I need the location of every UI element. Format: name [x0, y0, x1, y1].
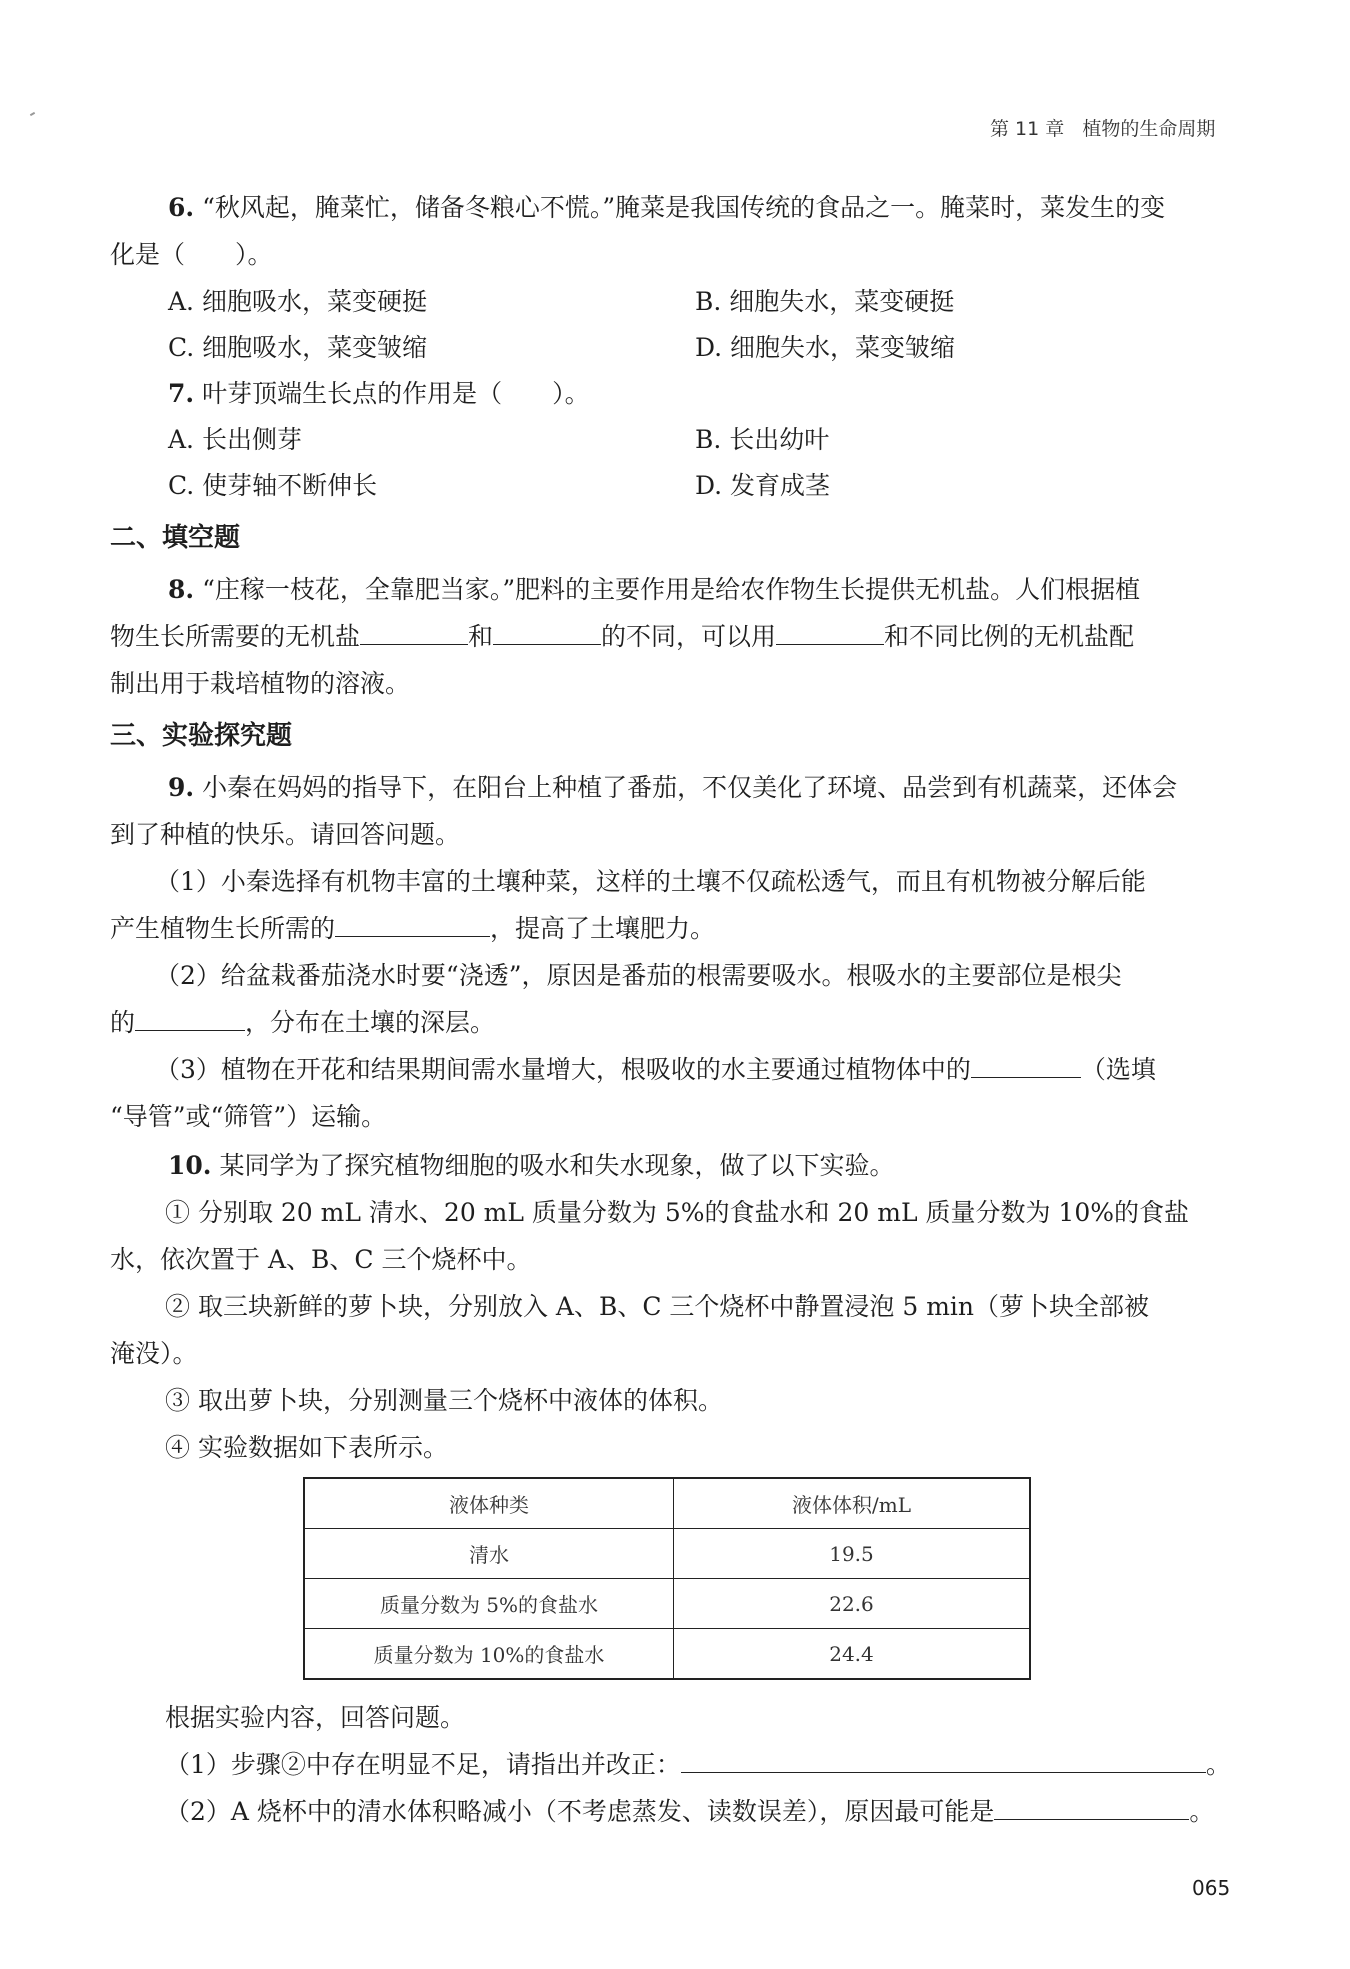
table-cell-volume: 19.5	[674, 1529, 1031, 1579]
q10-answer-2-end: 。	[1189, 1797, 1215, 1826]
table-header-cell: 液体种类	[304, 1478, 674, 1529]
q10-step2-line1: ② 取三块新鲜的萝卜块，分别放入 A、B、C 三个烧杯中静置浸泡 5 min（萝卜块全部被	[165, 1292, 1149, 1321]
q6-stem-line1	[168, 188, 1165, 228]
q9-part1-text: 产生植物生长所需的	[110, 914, 336, 943]
scan-mark	[30, 112, 35, 116]
q9-part3-line2: “导管”或“筛管”）运输。	[110, 1102, 387, 1131]
q9-part1-text-end: ，提高了土壤肥力。	[490, 914, 716, 943]
q10-step2-line2: 淹没）。	[110, 1339, 198, 1368]
q9-part3-text-end: （选填	[1080, 1055, 1156, 1084]
q10-number: 10.	[168, 1151, 212, 1180]
experiment-data-table	[303, 1477, 1031, 1680]
q10-blank-2[interactable]	[994, 1793, 1189, 1820]
q6-option-a: A. 细胞吸水，菜变硬挺	[168, 287, 427, 316]
q9-part2-text: 的	[110, 1008, 136, 1037]
q6-number: 6.	[168, 193, 195, 222]
q9-part1-line2	[110, 909, 715, 949]
q8-blank-2[interactable]	[493, 618, 601, 645]
q8-text-a: 物生长所需要的无机盐	[110, 622, 361, 651]
q10-step3: ③ 取出萝卜块，分别测量三个烧杯中液体的体积。	[165, 1386, 723, 1415]
q7-option-a: A. 长出侧芽	[168, 425, 302, 454]
table-row	[304, 1579, 1030, 1629]
q9-blank-2[interactable]	[135, 1004, 245, 1031]
q9-part3-line1	[155, 1050, 1156, 1090]
q8-stem-line2	[110, 617, 1134, 657]
q10-stem	[168, 1146, 894, 1186]
q8-number: 8.	[168, 575, 195, 604]
q8-stem-line1	[168, 570, 1140, 610]
q7-number: 7.	[168, 379, 195, 408]
q8-text-c: 的不同，可以用	[601, 622, 777, 651]
q8-blank-3[interactable]	[776, 618, 884, 645]
q6-option-c: C. 细胞吸水，菜变皱缩	[168, 333, 428, 362]
q6-stem-line2: 化是（ ）。	[110, 240, 273, 269]
table-row	[304, 1529, 1030, 1579]
page-number: 065	[1192, 1876, 1231, 1900]
table-cell-liquid: 质量分数为 5%的食盐水	[304, 1579, 674, 1629]
q9-blank-1[interactable]	[335, 910, 490, 937]
q10-blank-1[interactable]	[681, 1746, 1206, 1773]
q9-stem-line1	[168, 768, 1177, 808]
section-fill-blank-heading: 二、填空题	[110, 523, 241, 553]
q7-option-c: C. 使芽轴不断伸长	[168, 471, 378, 500]
q6-option-d: D. 细胞失水，菜变皱缩	[695, 333, 956, 362]
q10-answer-1	[165, 1745, 1231, 1785]
q8-stem-line3: 制出用于栽培植物的溶液。	[110, 669, 411, 698]
q10-answer-2	[165, 1792, 1214, 1832]
q9-part2-text-end: ，分布在土壤的深层。	[245, 1008, 496, 1037]
q9-blank-3[interactable]	[971, 1051, 1081, 1078]
q7-stem	[168, 374, 590, 414]
q6-text: “秋风起，腌菜忙，储备冬粮心不慌。”腌菜是我国传统的食品之一。腌菜时，菜发生的变	[202, 193, 1166, 222]
q10-answer-intro: 根据实验内容，回答问题。	[165, 1703, 466, 1732]
q8-text-b: 和	[468, 622, 494, 651]
q6-option-b: B. 细胞失水，菜变硬挺	[695, 287, 955, 316]
chapter-number: 第 11 章	[990, 118, 1065, 140]
section-experiment-heading: 三、实验探究题	[110, 721, 293, 751]
q9-number: 9.	[168, 773, 195, 802]
q10-step4: ④ 实验数据如下表所示。	[165, 1433, 448, 1462]
q7-option-d: D. 发育成茎	[695, 471, 831, 500]
q10-step1-line1: ① 分别取 20 mL 清水、20 mL 质量分数为 5%的食盐水和 20 mL 质量分数为 10%的食盐	[165, 1198, 1190, 1227]
table-cell-volume: 24.4	[674, 1629, 1031, 1680]
q9-part3-text: （3）植物在开花和结果期间需水量增大，根吸收的水主要通过植物体中的	[155, 1055, 971, 1084]
q9-part2-line2	[110, 1003, 495, 1043]
q9-part2-line1: （2）给盆栽番茄浇水时要“浇透”，原因是番茄的根需要吸水。根吸水的主要部位是根尖	[155, 961, 1122, 990]
table-row	[304, 1629, 1030, 1680]
q10-step1-line2: 水，依次置于 A、B、C 三个烧杯中。	[110, 1245, 532, 1274]
chapter-header	[990, 114, 1215, 141]
q8-blank-1[interactable]	[360, 618, 468, 645]
q7-option-b: B. 长出幼叶	[695, 425, 830, 454]
table-header-cell: 液体体积/mL	[674, 1478, 1031, 1529]
table-cell-liquid: 清水	[304, 1529, 674, 1579]
table-header-row	[304, 1478, 1030, 1529]
q9-part1-line1: （1）小秦选择有机物丰富的土壤种菜，这样的土壤不仅疏松透气，而且有机物被分解后能	[155, 867, 1146, 896]
q9-stem-line2: 到了种植的快乐。请回答问题。	[110, 820, 461, 849]
q10-text: 某同学为了探究植物细胞的吸水和失水现象，做了以下实验。	[219, 1151, 895, 1180]
q10-answer-1-end: 。	[1205, 1750, 1231, 1779]
chapter-title: 植物的生命周期	[1082, 118, 1216, 140]
q9-text: 小秦在妈妈的指导下，在阳台上种植了番茄，不仅美化了环境、品尝到有机蔬菜，还体会	[202, 773, 1178, 802]
q10-answer-2-text: （2）A 烧杯中的清水体积略减小（不考虑蒸发、读数误差），原因最可能是	[165, 1797, 995, 1826]
q8-text-d: 和不同比例的无机盐配	[884, 622, 1135, 651]
q8-text: “庄稼一枝花，全靠肥当家。”肥料的主要作用是给农作物生长提供无机盐。人们根据植	[202, 575, 1141, 604]
q7-text: 叶芽顶端生长点的作用是（ ）。	[202, 379, 590, 408]
q10-answer-1-text: （1）步骤②中存在明显不足，请指出并改正：	[165, 1750, 681, 1779]
table-cell-liquid: 质量分数为 10%的食盐水	[304, 1629, 674, 1680]
table-cell-volume: 22.6	[674, 1579, 1031, 1629]
